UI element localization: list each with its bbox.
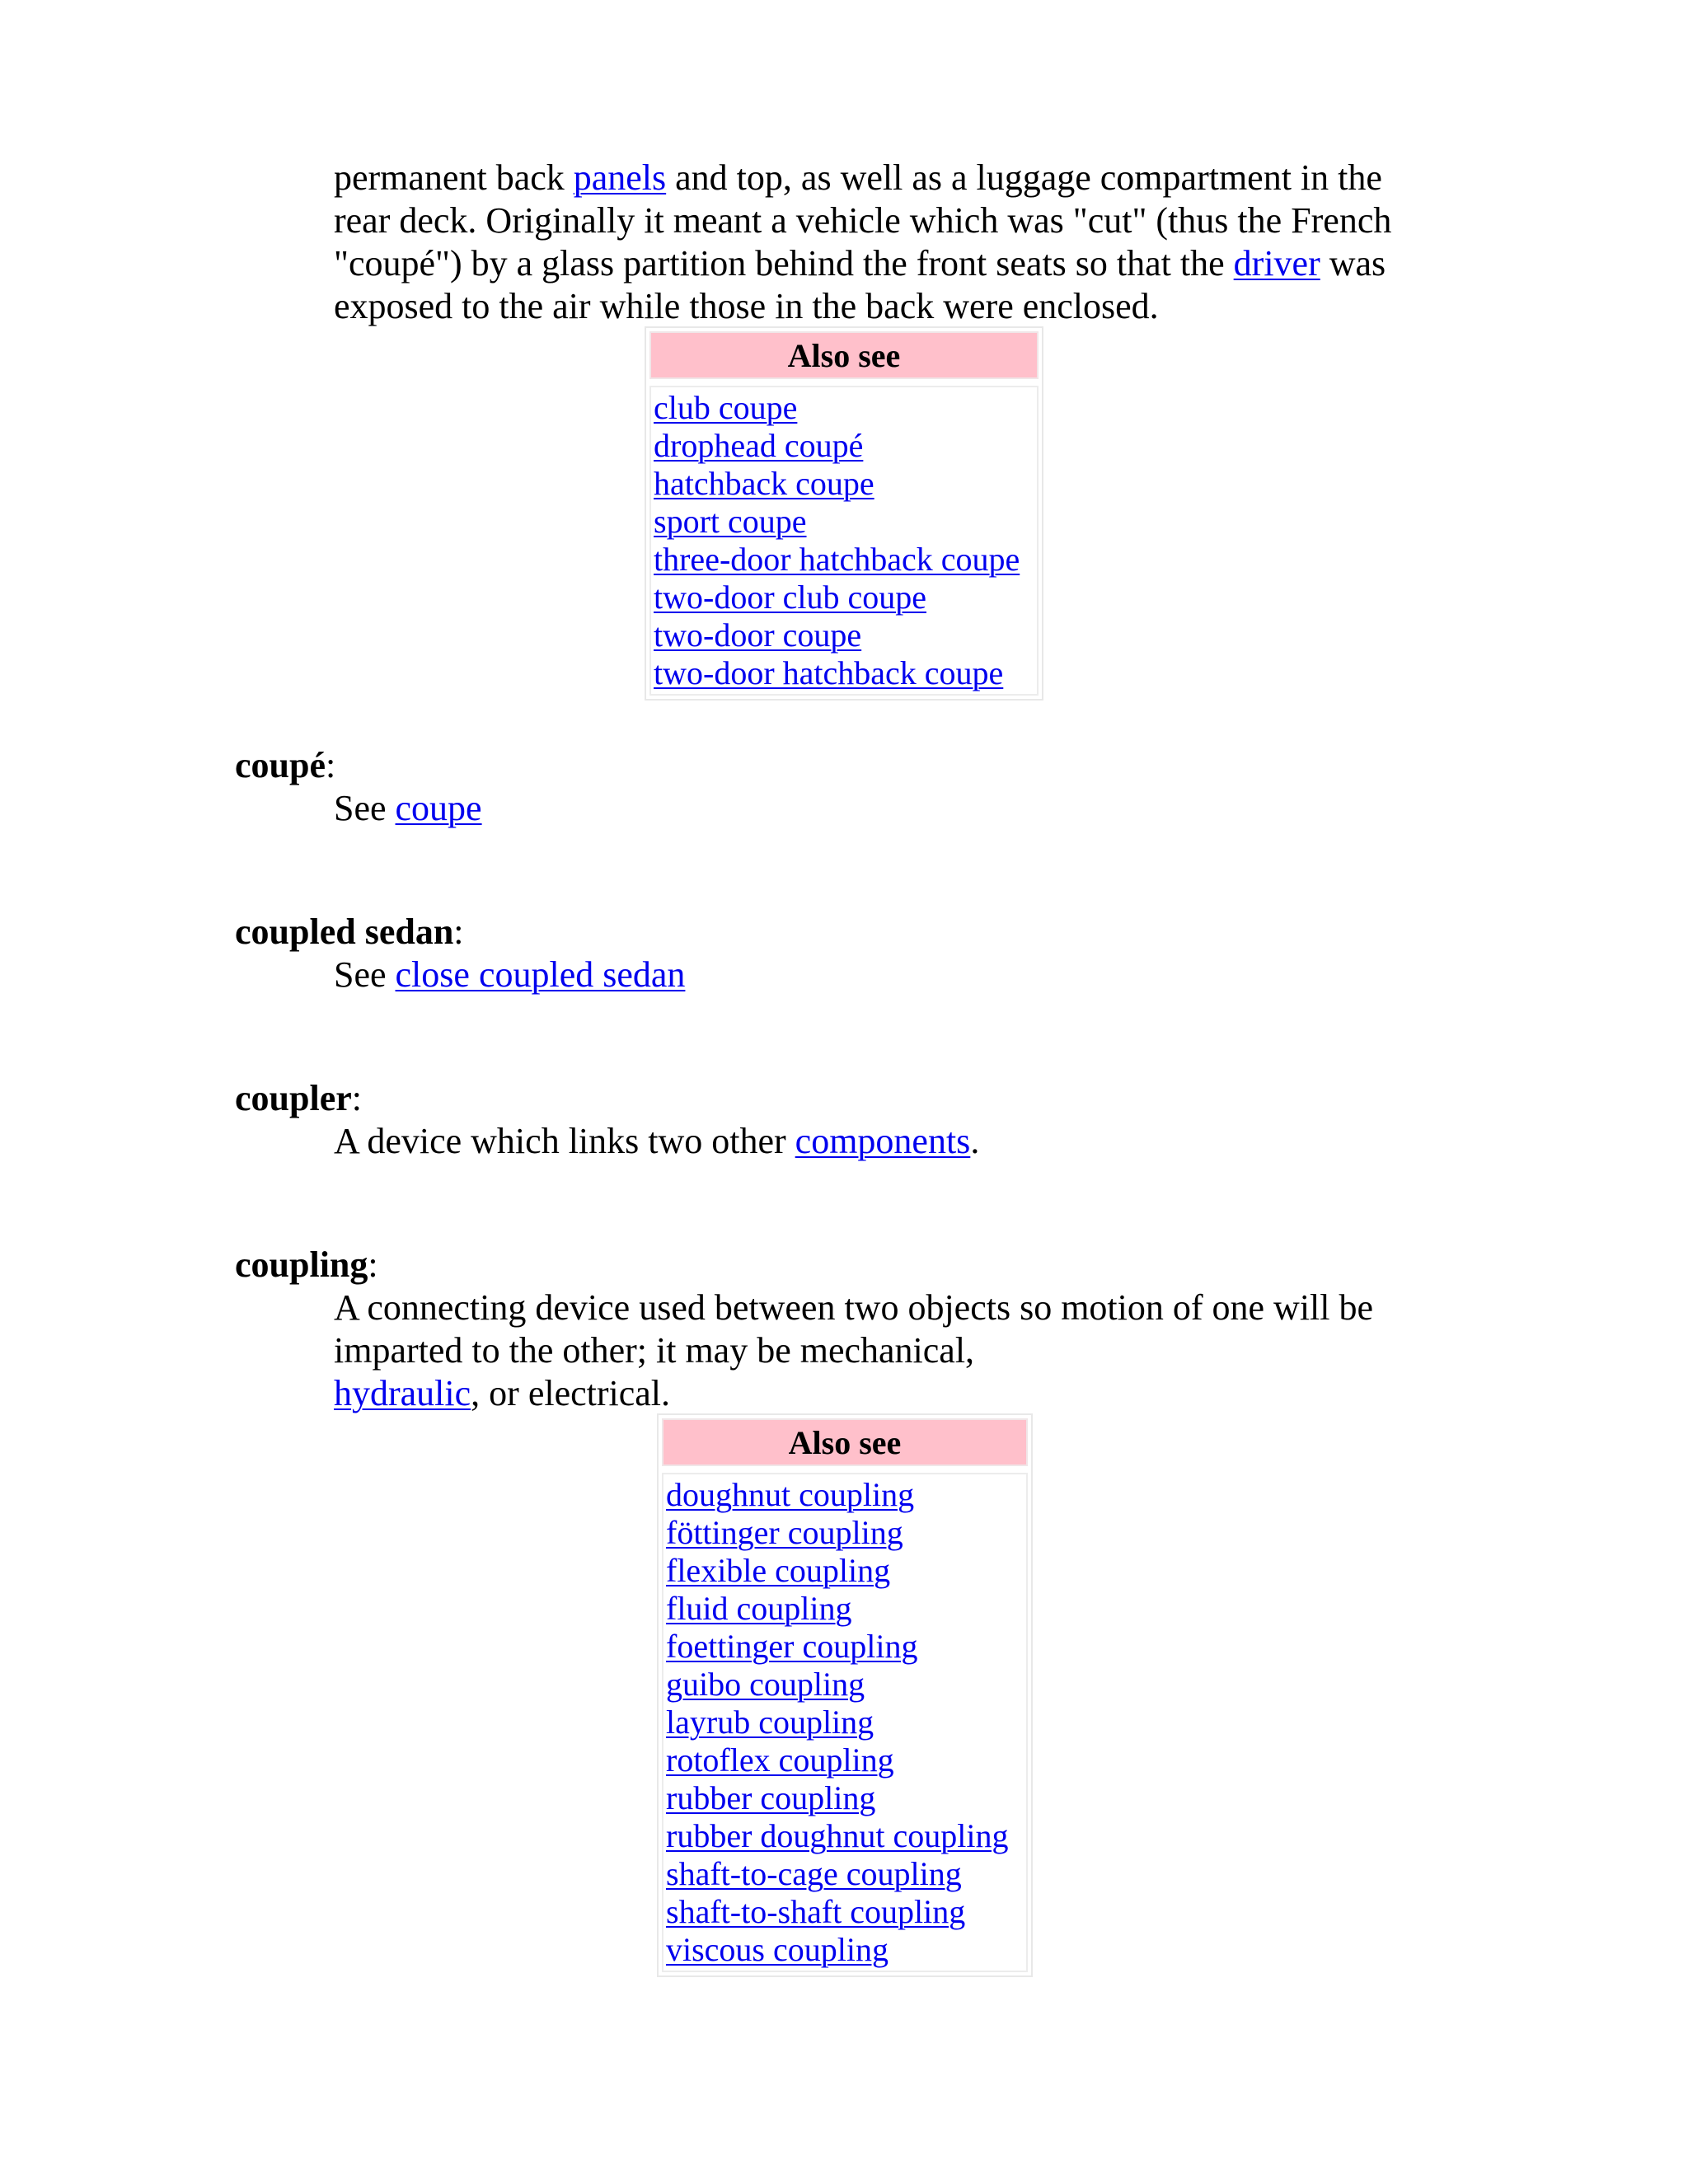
entry-coupe-accent: coupé: [235, 745, 336, 785]
entry-coupler: coupler: [235, 1078, 362, 1118]
also-see-heading: Also see [662, 1418, 1028, 1466]
also-see-link-doughnut-coupling[interactable]: doughnut coupling [666, 1476, 915, 1513]
entry-coupe-accent-definition: See coupe [334, 788, 482, 828]
also-see-link-drophead-coupe[interactable]: drophead coupé [654, 427, 864, 464]
also-see-box-coupling [657, 1413, 1033, 1977]
also-see-link-hatchback-coupe[interactable]: hatchback coupe [654, 465, 874, 502]
also-see-link-two-door-hatchback-coupe[interactable]: two-door hatchback coupe [654, 654, 1004, 691]
also-see-link-two-door-coupe[interactable]: two-door coupe [654, 616, 862, 654]
coupe-definition-continued [334, 157, 1391, 328]
definition-line: A connecting device used between two objects so motion of one will be [334, 1287, 1374, 1328]
also-see-link-club-coupe[interactable]: club coupe [654, 389, 798, 426]
link-components[interactable]: components [795, 1121, 971, 1161]
also-see-link-two-door-club-coupe[interactable]: two-door club coupe [654, 579, 927, 616]
entry-coupled-sedan-definition: See close coupled sedan [334, 954, 686, 995]
also-see-link-fluid-coupling[interactable]: fluid coupling [666, 1590, 852, 1627]
also-see-link-shaft-to-cage-coupling[interactable]: shaft-to-cage coupling [666, 1855, 962, 1892]
definition-line: imparted to the other; it may be mechanical, [334, 1330, 975, 1371]
also-see-link-rubber-doughnut-coupling[interactable]: rubber doughnut coupling [666, 1817, 1009, 1854]
also-see-heading: Also see [649, 331, 1039, 379]
also-see-list [649, 386, 1039, 696]
also-see-link-flexible-coupling[interactable]: flexible coupling [666, 1552, 891, 1589]
also-see-link-guibo-coupling[interactable]: guibo coupling [666, 1666, 865, 1703]
also-see-link-viscous-coupling[interactable]: viscous coupling [666, 1931, 889, 1968]
entry-coupling: coupling: [235, 1244, 378, 1285]
definition-line: exposed to the air while those in the back were enclosed. [334, 286, 1159, 326]
entry-term: coupling [235, 1244, 368, 1285]
also-see-link-rotoflex-coupling[interactable]: rotoflex coupling [666, 1741, 894, 1779]
entry-term: coupé [235, 745, 326, 785]
link-driver[interactable]: driver [1233, 243, 1320, 284]
also-see-link-layrub-coupling[interactable]: layrub coupling [666, 1704, 874, 1741]
entry-coupling-definition [334, 1286, 1373, 1415]
also-see-link-sport-coupe[interactable]: sport coupe [654, 503, 807, 540]
entry-coupled-sedan: coupled sedan: [235, 912, 464, 952]
definition-line: rear deck. Originally it meant a vehicle which was "cut" (thus the French [334, 200, 1392, 241]
also-see-box-coupe [645, 326, 1043, 701]
entry-term: coupler [235, 1078, 352, 1118]
entry-coupler-definition: A device which links two other components. [334, 1121, 980, 1161]
link-close-coupled-sedan[interactable]: close coupled sedan [395, 954, 686, 995]
definition-line: "coupé") by a glass partition behind the front seats so that the driver was [334, 243, 1386, 284]
also-see-link-shaft-to-shaft-coupling[interactable]: shaft-to-shaft coupling [666, 1893, 966, 1930]
also-see-link-fottinger-coupling[interactable]: föttinger coupling [666, 1514, 903, 1551]
definition-line: permanent back panels and top, as well as a luggage compartment in the [334, 157, 1382, 198]
link-panels[interactable]: panels [573, 157, 667, 198]
definition-line: hydraulic, or electrical. [334, 1373, 671, 1413]
also-see-list [662, 1473, 1028, 1972]
also-see-link-rubber-coupling[interactable]: rubber coupling [666, 1779, 876, 1816]
also-see-link-three-door-hatchback-coupe[interactable]: three-door hatchback coupe [654, 541, 1020, 578]
link-hydraulic[interactable]: hydraulic [334, 1373, 471, 1413]
link-coupe[interactable]: coupe [395, 788, 482, 828]
also-see-link-foettinger-coupling[interactable]: foettinger coupling [666, 1628, 918, 1665]
entry-term: coupled sedan [235, 912, 454, 952]
